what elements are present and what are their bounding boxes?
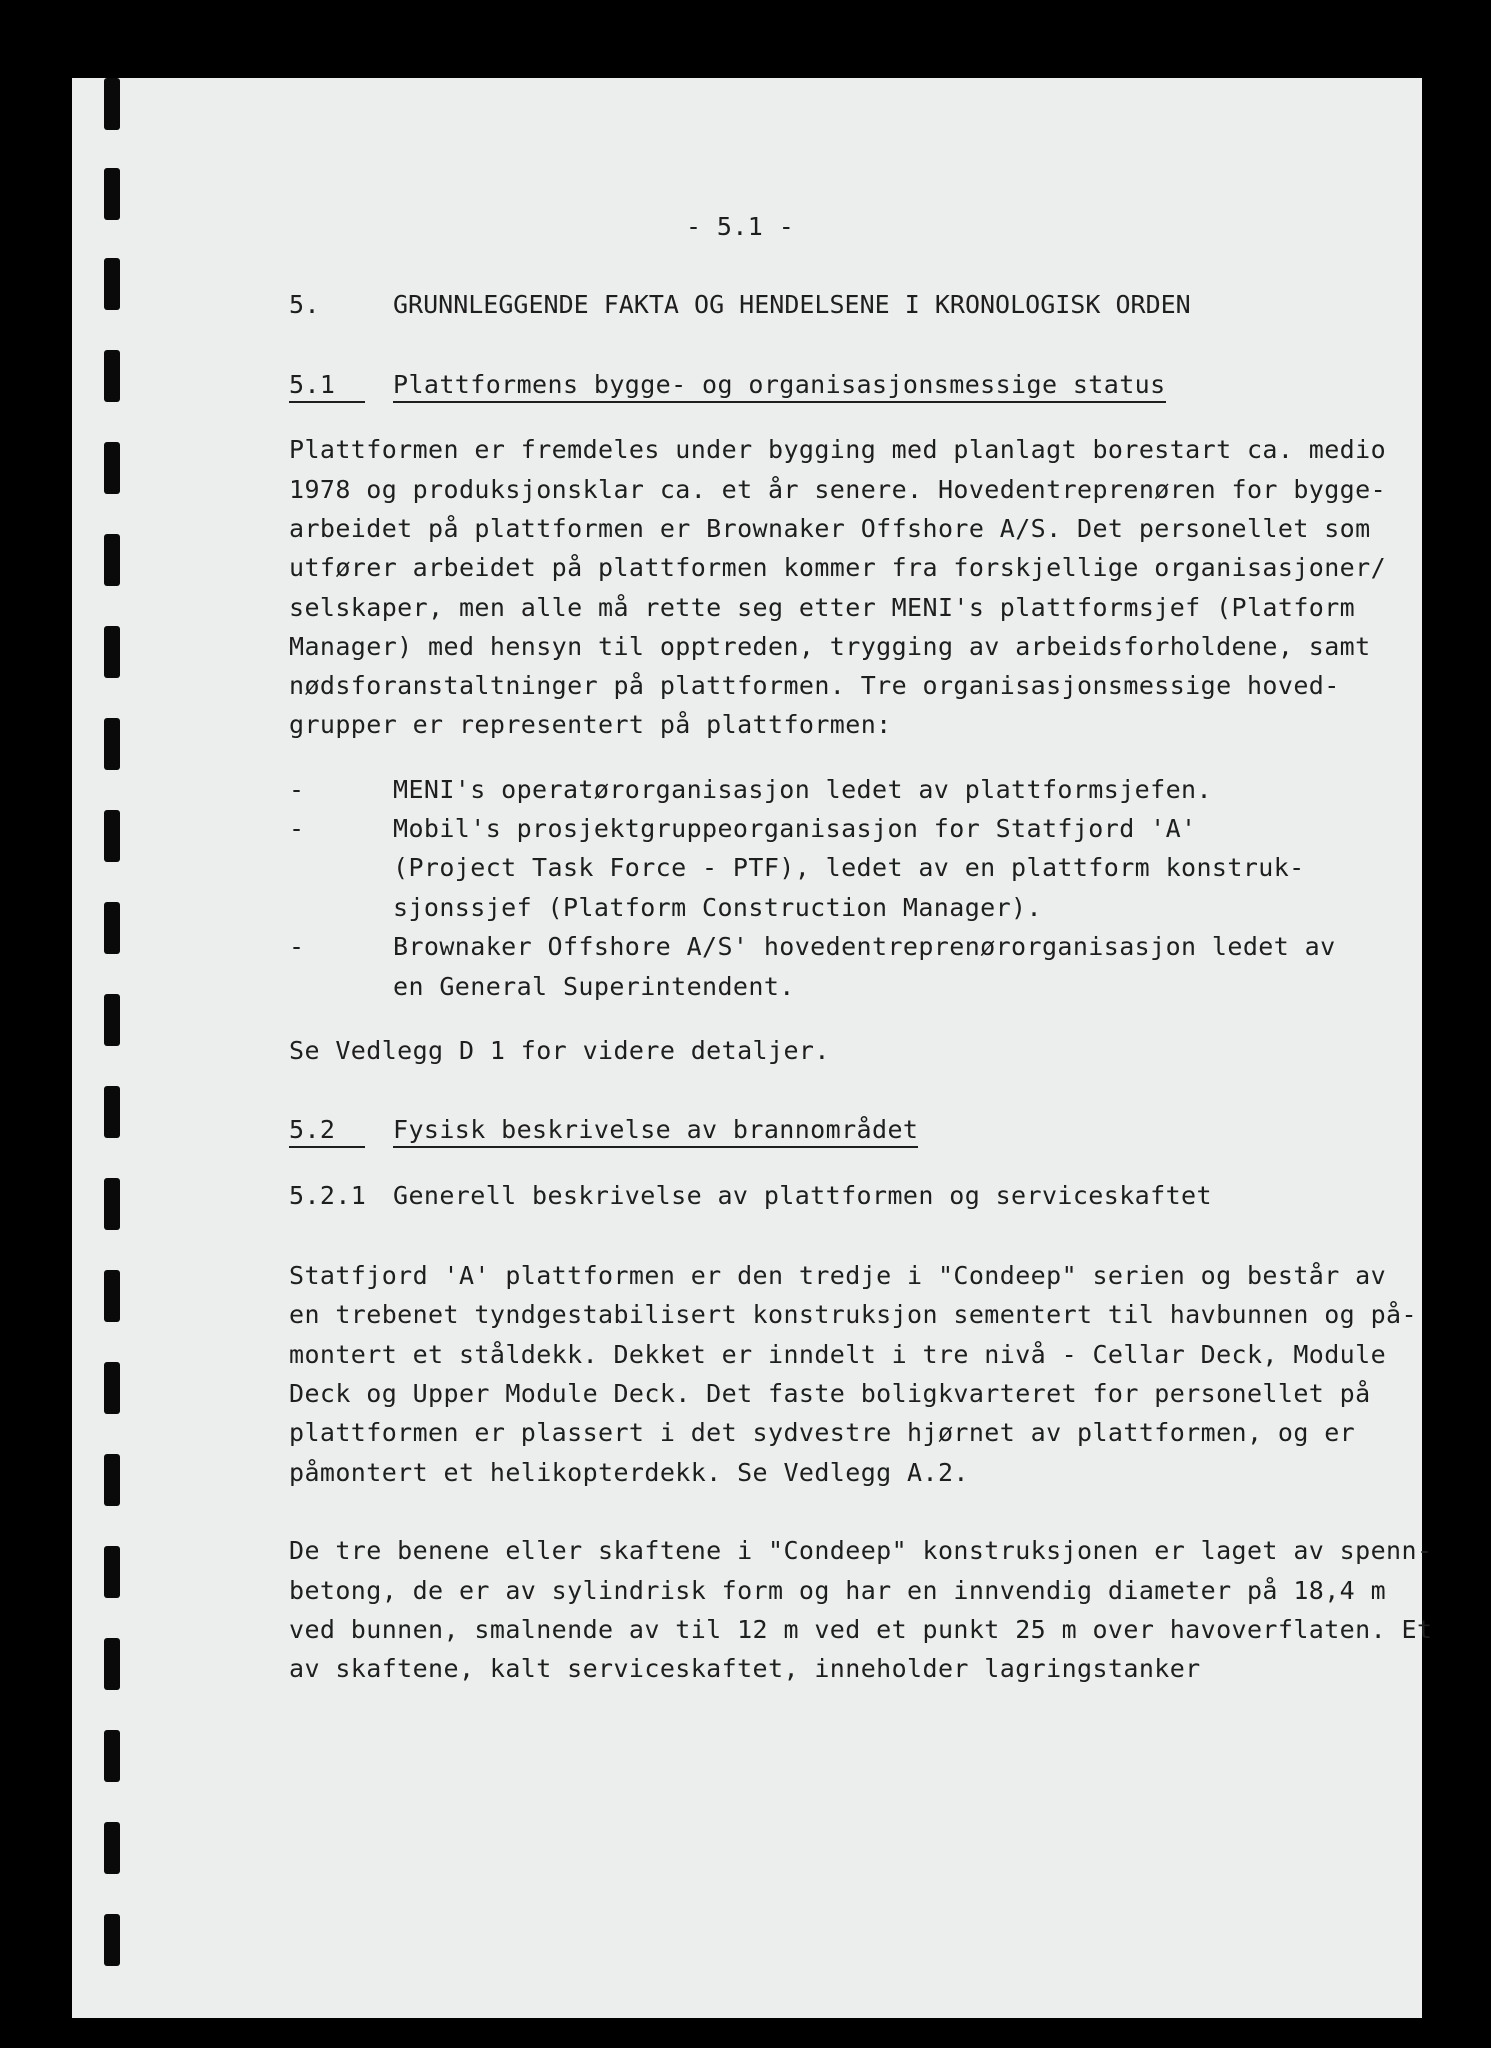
section-number: 5.1 — [289, 372, 365, 403]
paragraph-line: betong, de er av sylindrisk form og har en innvendig diameter på 18,4 m — [289, 1576, 1387, 1605]
note-text: Se Vedlegg D 1 for videre detaljer. — [289, 1036, 830, 1065]
list-dash: - — [289, 775, 305, 804]
list-item-line: sjonssjef (Platform Construction Manager). — [393, 893, 1042, 922]
paragraph-line: De tre benene eller skaftene i "Condeep" konstruksjonen er laget av spenn- — [289, 1536, 1433, 1565]
page-number: - 5.1 - — [686, 212, 795, 241]
paragraph-line: plattformen er plassert i det sydvestre hjørnet av plattformen, og er — [289, 1418, 1356, 1447]
paragraph-line: Manager) med hensyn til opptreden, trygging av arbeidsforholdene, samt — [289, 632, 1371, 661]
paragraph-line: påmontert et helikopterdekk. Se Vedlegg A.2. — [289, 1458, 969, 1487]
section-number: 5.2 — [289, 1117, 365, 1148]
subsection-title: Generell beskrivelse av plattformen og serviceskaftet — [393, 1181, 1212, 1210]
list-item-line: en General Superintendent. — [393, 972, 795, 1001]
list-dash: - — [289, 932, 305, 961]
paragraph-line: av skaftene, kalt serviceskaftet, inneholder lagringstanker — [289, 1654, 1201, 1683]
list-item-line: Mobil's prosjektgruppeorganisasjon for Statfjord 'A' — [393, 814, 1197, 843]
list-item-line: Brownaker Offshore A/S' hovedentreprenørorganisasjon ledet av — [393, 932, 1336, 961]
paragraph-line: ved bunnen, smalnende av til 12 m ved et punkt 25 m over havoverflaten. Et — [289, 1615, 1433, 1644]
list-item-line: (Project Task Force - PTF), ledet av en plattform konstruk- — [393, 853, 1305, 882]
paragraph-line: selskaper, men alle må rette seg etter MENI's plattformsjef (Platform — [289, 593, 1356, 622]
list-item-line: MENI's operatørorganisasjon ledet av plattformsjefen. — [393, 775, 1212, 804]
paragraph-line: Statfjord 'A' plattformen er den tredje i "Condeep" serien og består av — [289, 1261, 1387, 1290]
paragraph-line: en trebenet tyndgestabilisert konstruksjon sementert til havbunnen og på- — [289, 1300, 1417, 1329]
subsection-number: 5.2.1 — [289, 1181, 367, 1210]
paragraph-line: montert et ståldekk. Dekket er inndelt i tre nivå - Cellar Deck, Module — [289, 1340, 1387, 1369]
paragraph-line: Deck og Upper Module Deck. Det faste boligkvarteret for personellet på — [289, 1379, 1371, 1408]
section-title: Plattformens bygge- og organisasjonsmessige status — [393, 372, 1166, 403]
paragraph-line: Plattformen er fremdeles under bygging med planlagt borestart ca. medio — [289, 435, 1387, 464]
paragraph-line: 1978 og produksjonsklar ca. et år senere. Hovedentreprenøren for bygge- — [289, 475, 1387, 504]
list-dash: - — [289, 814, 305, 843]
section-title: Fysisk beskrivelse av brannområdet — [393, 1117, 918, 1148]
paragraph-line: nødsforanstaltninger på plattformen. Tre organisasjonsmessige hoved- — [289, 671, 1340, 700]
paragraph-line: grupper er representert på plattformen: — [289, 710, 892, 739]
chapter-title: GRUNNLEGGENDE FAKTA OG HENDELSENE I KRONOLOGISK ORDEN — [393, 290, 1191, 319]
paragraph-line: utfører arbeidet på plattformen kommer fra forskjellige organisasjoner/ — [289, 553, 1387, 582]
paragraph-line: arbeidet på plattformen er Brownaker Offshore A/S. Det personellet som — [289, 514, 1371, 543]
chapter-number: 5. — [289, 290, 320, 319]
